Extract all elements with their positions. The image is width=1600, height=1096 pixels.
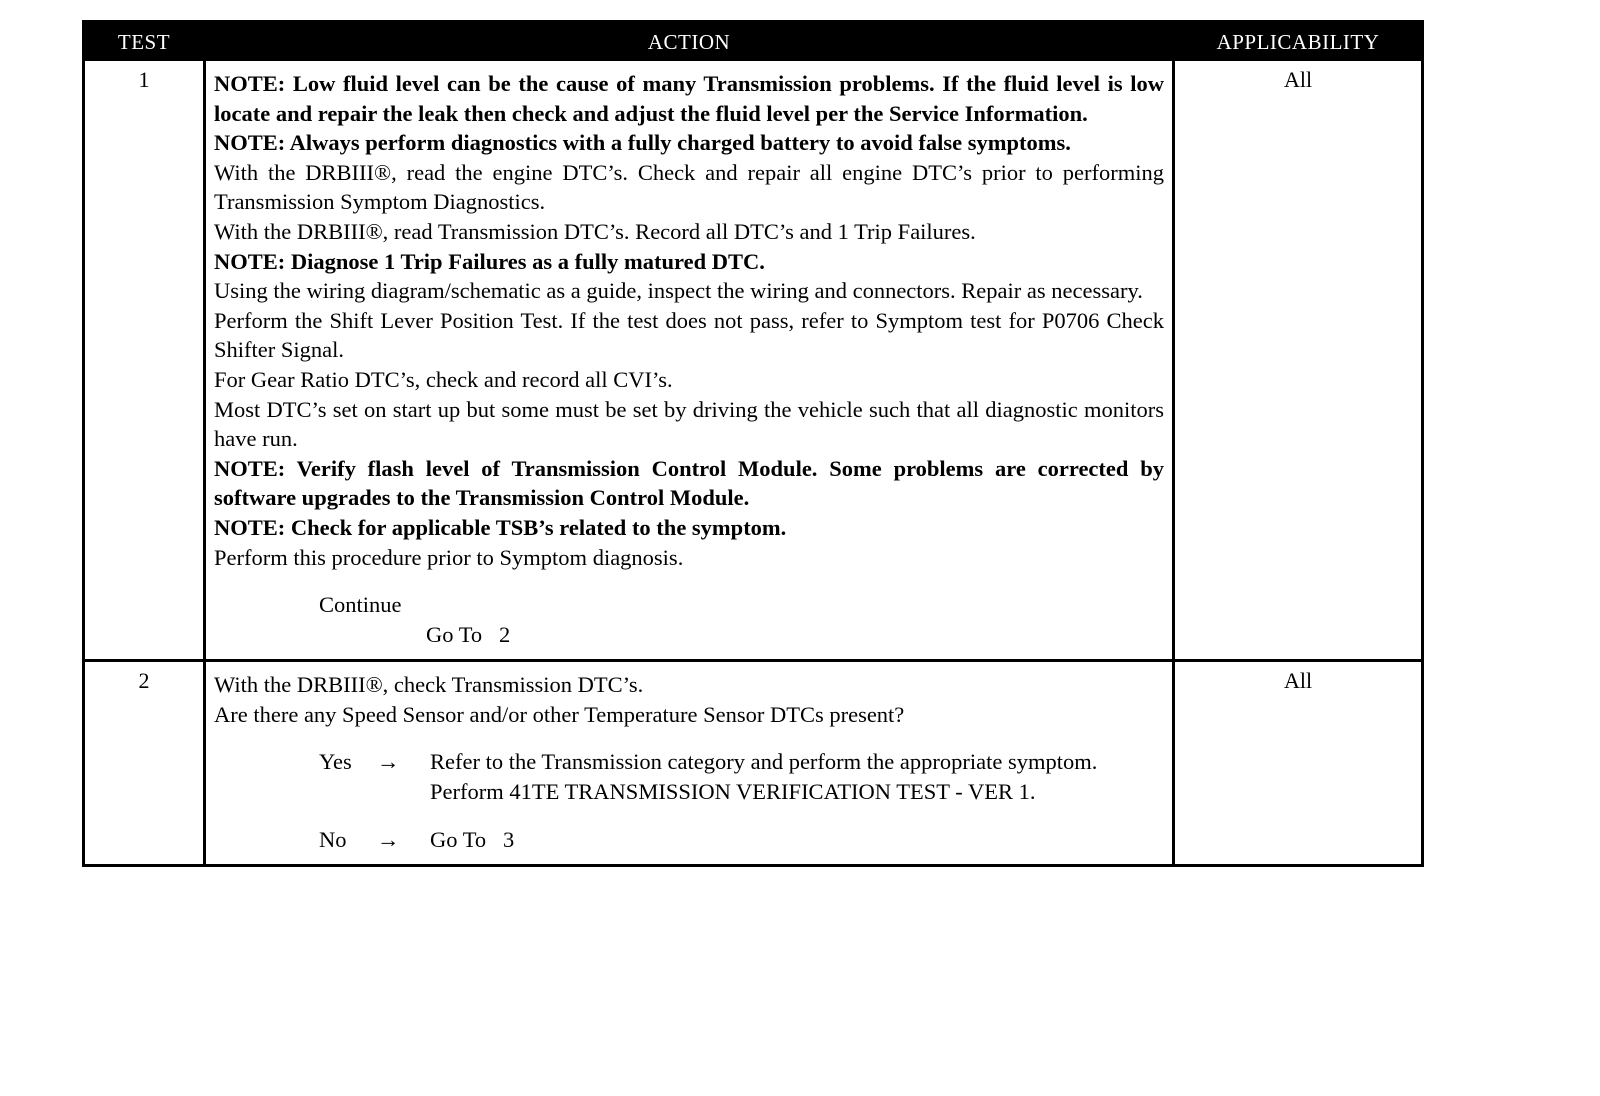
header-test: TEST [117,29,171,54]
header-action: ACTION [647,29,731,54]
note-flash-level: NOTE: Verify flash level of Transmission Control Module. Some problems are corrected by software upgrades to the Transmission Control Module. [214,455,1164,511]
goto-step-3: Go To 3 [430,826,515,852]
arrow-right-icon: → [377,749,400,775]
note-trip-failures: NOTE: Diagnose 1 Trip Failures as a fully matured DTC. [214,248,765,274]
yes-label: Yes [319,749,352,775]
yes-text [430,747,1164,806]
action-cell [203,61,1175,659]
no-response [319,825,1164,855]
no-label: No [319,826,347,852]
note-tsb: NOTE: Check for applicable TSB’s related to the symptom. [214,514,787,540]
note-battery: NOTE: Always perform diagnostics with a fully charged battery to avoid false symptoms. [214,130,1071,156]
test-number: 2 [138,668,150,694]
yes-text-line-2: Perform 41TE TRANSMISSION VERIFICATION TEST - VER 1. [430,779,1036,805]
test-number: 1 [138,67,150,92]
applicability-cell: All [1283,67,1313,92]
step-gear-ratio: For Gear Ratio DTC’s, check and record all CVI’s. [214,366,673,392]
step-wiring: Using the wiring diagram/schematic as a guide, inspect the wiring and connectors. Repair as necessary. [214,278,1143,304]
goto-step-2: Go To 2 [426,621,511,647]
yes-response [319,747,1164,806]
step-engine-dtc: With the DRBIII®, read the engine DTC’s. Check and repair all engine DTC’s prior to performing Transmission Symptom Diagnostics. [214,159,1164,215]
action-cell [203,662,1175,864]
step-check-dtc: With the DRBIII®, check Transmission DTC’s. [214,672,644,698]
step-prior: Perform this procedure prior to Symptom diagnosis. [214,544,684,570]
step-trans-dtc: With the DRBIII®, read Transmission DTC’s. Record all DTC’s and 1 Trip Failures. [214,218,976,244]
yes-text-line: Refer to the Transmission category and perform the appropriate symptom. [430,749,1098,775]
note-low-fluid: NOTE: Low fluid level can be the cause of many Transmission problems. If the fluid level is low locate and repair the leak then check and adjust the fluid level per the Service Information. [214,71,1164,126]
applicability-cell: All [1283,668,1313,694]
arrow-right-icon: → [377,826,400,852]
continue-label: Continue [319,592,402,618]
step-startup: Most DTC’s set on start up but some must be set by driving the vehicle such that all diagnostic monitors have run. [214,396,1164,452]
diagnostic-table [82,20,1424,867]
header-applicability: APPLICABILITY [1216,29,1380,54]
table-row [85,61,1421,659]
step-shift-lever: Perform the Shift Lever Position Test. If the test does not pass, refer to Symptom test for P0706 Check Shifter Signal. [214,307,1164,363]
question-sensor-dtc: Are there any Speed Sensor and/or other Temperature Sensor DTCs present? [214,701,905,727]
table-header [85,23,1421,61]
table-row [85,659,1421,864]
